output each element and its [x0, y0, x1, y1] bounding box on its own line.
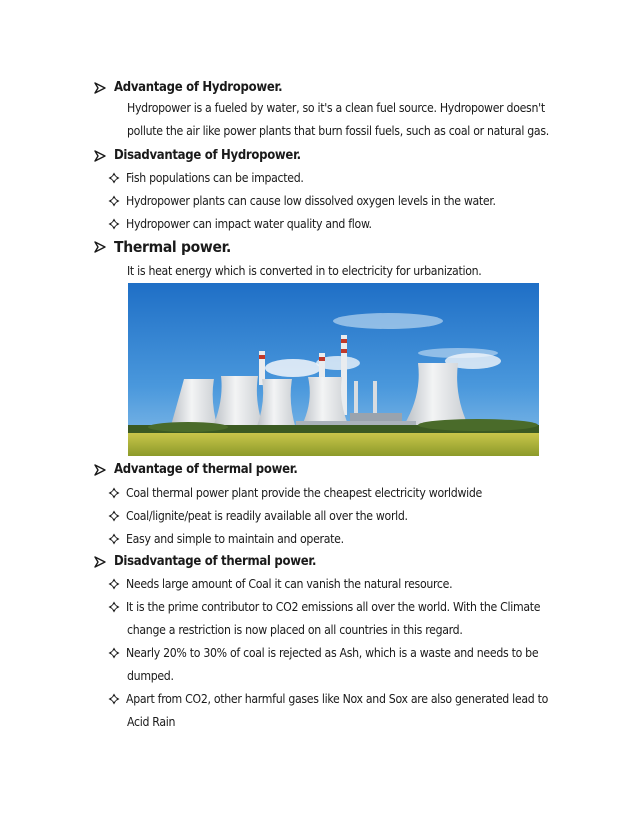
list-item: [108, 194, 496, 208]
arrow-right-icon: [94, 556, 106, 568]
thermal-power-paragraph: It is heat energy which is converted in to electricity for urbanization.: [127, 264, 482, 278]
list-item: [108, 532, 344, 546]
diamond-bullet-icon: [108, 487, 120, 499]
diamond-bullet-icon: [108, 647, 120, 659]
list-item: [108, 692, 548, 706]
heading-text: Disadvantage of thermal power.: [114, 554, 317, 569]
heading-text: Thermal power.: [114, 238, 232, 256]
list-item: [108, 171, 304, 185]
list-item-continuation: Acid Rain: [127, 715, 176, 729]
arrow-right-icon: [94, 241, 106, 253]
list-item: [108, 509, 408, 523]
list-item: [108, 577, 452, 591]
diamond-bullet-icon: [108, 601, 120, 613]
list-item: [108, 600, 540, 614]
hydro-advantage-heading: [94, 80, 282, 95]
paragraph-line: Hydropower is a fueled by water, so it's a clean fuel source. Hydropower doesn't: [127, 101, 545, 115]
list-item-continuation: change a restriction is now placed on all countries in this regard.: [127, 623, 463, 637]
diamond-bullet-icon: [108, 533, 120, 545]
hydro-advantage-paragraph: [127, 97, 549, 143]
heading-text: Advantage of Hydropower.: [114, 80, 283, 95]
diamond-bullet-icon: [108, 195, 120, 207]
list-item-text: Coal/lignite/peat is readily available all over the world.: [126, 509, 408, 523]
list-item-text: Nearly 20% to 30% of coal is rejected as Ash, which is a waste and needs to be: [126, 646, 539, 660]
diamond-bullet-icon: [108, 693, 120, 705]
thermal-disadvantage-heading: [94, 554, 316, 569]
thermal-advantage-heading: [94, 462, 298, 477]
list-item-text: Fish populations can be impacted.: [126, 171, 304, 185]
arrow-right-icon: [94, 82, 106, 94]
hydro-disadvantage-heading: [94, 148, 301, 163]
list-item-text: Coal thermal power plant provide the cheapest electricity worldwide: [126, 486, 482, 500]
diamond-bullet-icon: [108, 510, 120, 522]
list-item-text: Apart from CO2, other harmful gases like Nox and Sox are also generated lead to: [126, 692, 548, 706]
list-item-text: Easy and simple to maintain and operate.: [126, 532, 344, 546]
list-item-text: Hydropower can impact water quality and flow.: [126, 217, 372, 231]
arrow-right-icon: [94, 464, 106, 476]
list-item-text: It is the prime contributor to CO2 emissions all over the world. With the Climate: [126, 600, 541, 614]
list-item: [108, 217, 372, 231]
list-item-continuation: dumped.: [127, 669, 174, 683]
thermal-power-heading: [94, 238, 231, 256]
list-item: [108, 646, 538, 660]
list-item-text: Needs large amount of Coal it can vanish the natural resource.: [126, 577, 453, 591]
heading-text: Advantage of thermal power.: [114, 462, 298, 477]
power-plant-photo: [128, 283, 539, 456]
diamond-bullet-icon: [108, 172, 120, 184]
list-item: [108, 486, 482, 500]
diamond-bullet-icon: [108, 578, 120, 590]
paragraph-line: pollute the air like power plants that burn fossil fuels, such as coal or natural gas.: [127, 124, 549, 138]
arrow-right-icon: [94, 150, 106, 162]
diamond-bullet-icon: [108, 218, 120, 230]
list-item-text: Hydropower plants can cause low dissolved oxygen levels in the water.: [126, 194, 496, 208]
heading-text: Disadvantage of Hydropower.: [114, 148, 301, 163]
